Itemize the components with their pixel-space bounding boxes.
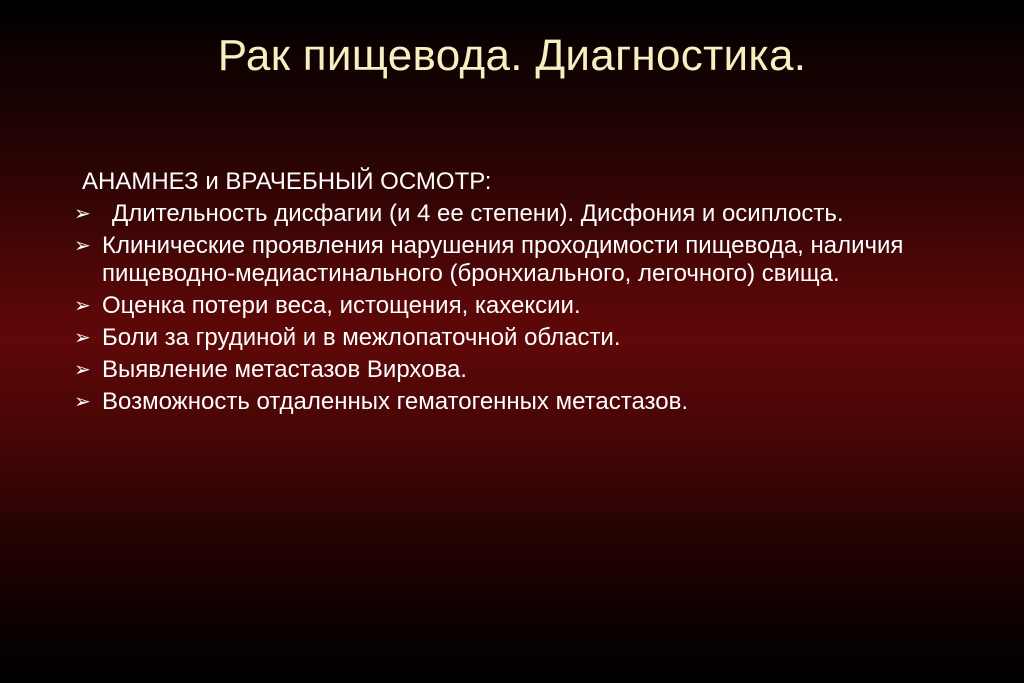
chevron-right-icon: ➢ <box>74 327 91 349</box>
list-item-text: Возможность отдаленных гематогенных метастазов. <box>102 388 689 415</box>
list-item <box>74 232 904 288</box>
chevron-right-icon: ➢ <box>74 203 91 225</box>
chevron-right-icon: ➢ <box>74 295 91 317</box>
list-item-text: Клинические проявления нарушения проходимости пищевода, наличия пищеводно-медиастинального (бронхиального, легочного) свища. <box>102 232 904 287</box>
chevron-right-icon: ➢ <box>74 235 91 257</box>
list-item-text: Боли за грудиной и в межлопаточной области. <box>102 324 621 351</box>
slide-content <box>74 168 904 420</box>
chevron-right-icon: ➢ <box>74 359 91 381</box>
chevron-right-icon: ➢ <box>74 391 91 413</box>
list-item-text: Выявление метастазов Вирхова. <box>102 356 467 383</box>
list-item <box>74 324 904 352</box>
section-subheading: АНАМНЕЗ и ВРАЧЕБНЫЙ ОСМОТР: <box>82 168 492 195</box>
bullet-list <box>74 200 904 416</box>
list-item <box>74 292 904 320</box>
list-item-text: Оценка потери веса, истощения, кахексии. <box>102 292 581 319</box>
list-item <box>74 200 904 228</box>
list-item-text: Длительность дисфагии (и 4 ее степени). Дисфония и осиплость. <box>112 200 844 227</box>
list-item <box>74 356 904 384</box>
slide-title: Рак пищевода. Диагностика. <box>217 31 807 80</box>
list-item <box>74 388 904 416</box>
